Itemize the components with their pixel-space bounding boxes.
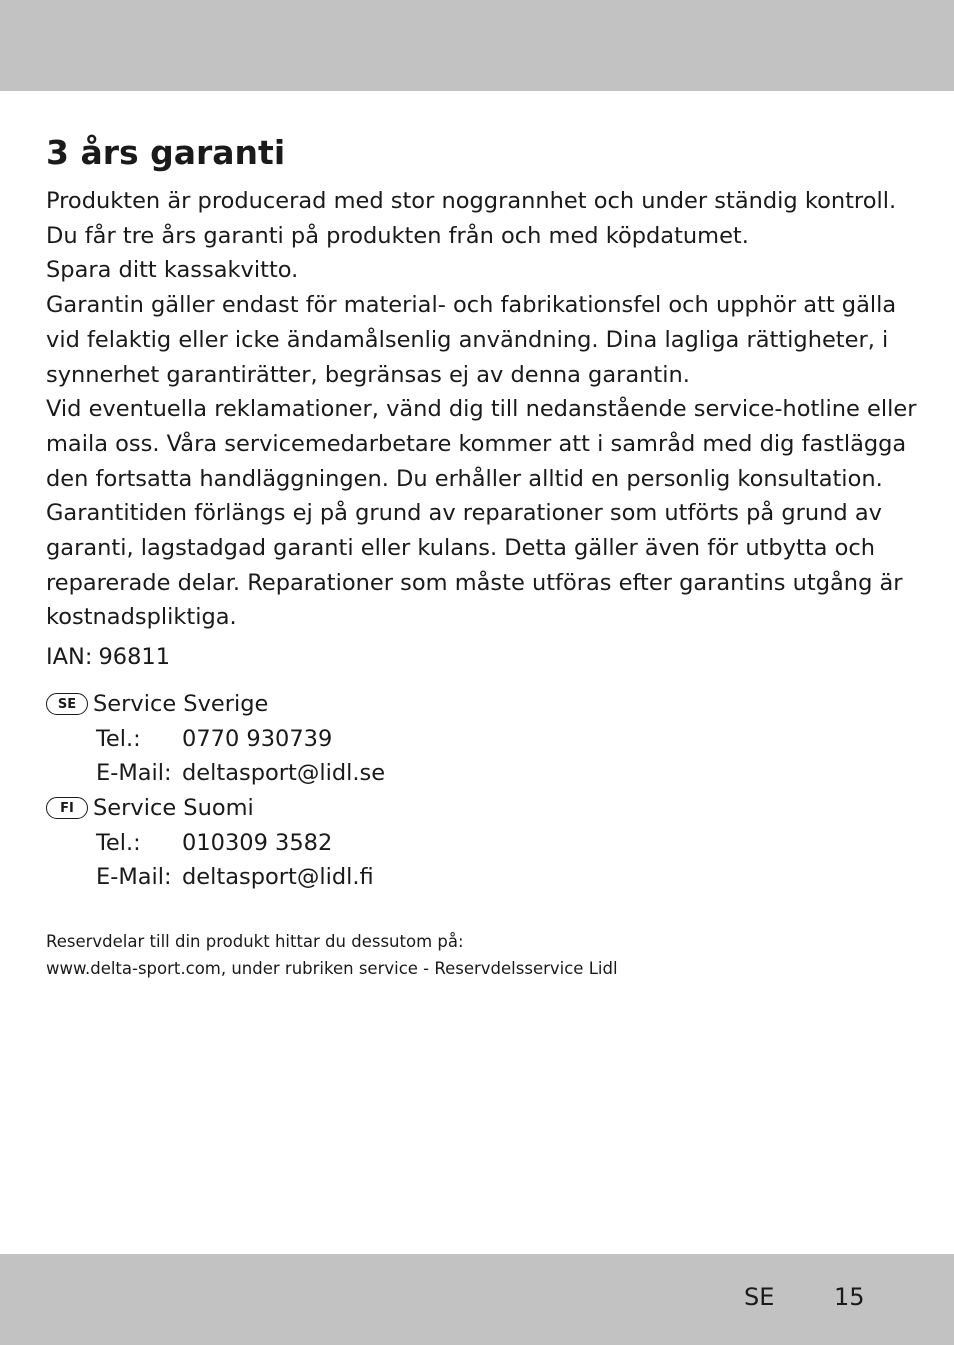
page-title: 3 års garanti bbox=[46, 133, 286, 172]
email-value: deltasport@lidl.fi bbox=[182, 864, 374, 891]
paragraph: Spara ditt kassakvitto. bbox=[46, 257, 299, 284]
email-value: deltasport@lidl.se bbox=[182, 760, 386, 787]
tel-label: Tel.: bbox=[96, 829, 141, 856]
spare-parts-line: Reservdelar till din produkt hittar du dessutom på: bbox=[46, 932, 464, 951]
email-label: E-Mail: bbox=[96, 864, 172, 891]
spare-parts-note bbox=[46, 928, 618, 982]
country-badge-fi: FI bbox=[46, 797, 88, 819]
paragraph: Garantitiden förlängs ej på grund av reparationer som utförts på grund av garanti, lagstadgad garanti eller kulans. Detta gäller även för utbytta och reparerade delar. Reparationer som måste utföras efter garantins utgång är kostnadspliktiga. bbox=[46, 500, 903, 631]
header-bar bbox=[0, 0, 954, 91]
footer-language: SE bbox=[744, 1283, 775, 1311]
service-name: Service Suomi bbox=[93, 795, 254, 821]
paragraph: Vid eventuella reklamationer, vänd dig till nedanstående service-hotline eller maila oss. Våra servicemedarbetare kommer att i samråd med dig fastlägga den fortsatta handläggningen. Du erhåller alltid en personlig konsultation. bbox=[46, 396, 917, 492]
warranty-text bbox=[46, 184, 926, 635]
tel-value: 0770 930739 bbox=[182, 725, 333, 752]
tel-value: 010309 3582 bbox=[182, 829, 333, 856]
country-badge-se: SE bbox=[46, 693, 88, 715]
service-name: Service Sverige bbox=[93, 691, 269, 717]
tel-label: Tel.: bbox=[96, 725, 141, 752]
ian-value: 96811 bbox=[98, 644, 171, 670]
paragraph: Produkten är producerad med stor noggrannhet och under ständig kontroll. bbox=[46, 188, 897, 214]
paragraph: Garantin gäller endast för material- och fabrikationsfel och upphör att gälla vid felaktig eller icke ändamålsenlig användning. Dina lagliga rättigheter, i synnerhet garantirätter, begränsas ej av denna garantin. bbox=[46, 292, 897, 388]
email-label: E-Mail: bbox=[96, 760, 172, 787]
ian-number bbox=[46, 644, 176, 670]
spare-parts-url: www.delta-sport.com, under rubriken service - Reservdelsservice Lidl bbox=[46, 959, 618, 978]
service-sweden bbox=[46, 687, 385, 791]
service-finland bbox=[46, 791, 374, 895]
page-number: 15 bbox=[834, 1283, 865, 1311]
paragraph: Du får tre års garanti på produkten från och med köpdatumet. bbox=[46, 222, 749, 249]
ian-label: IAN: bbox=[46, 644, 93, 670]
footer-bar bbox=[0, 1254, 954, 1345]
